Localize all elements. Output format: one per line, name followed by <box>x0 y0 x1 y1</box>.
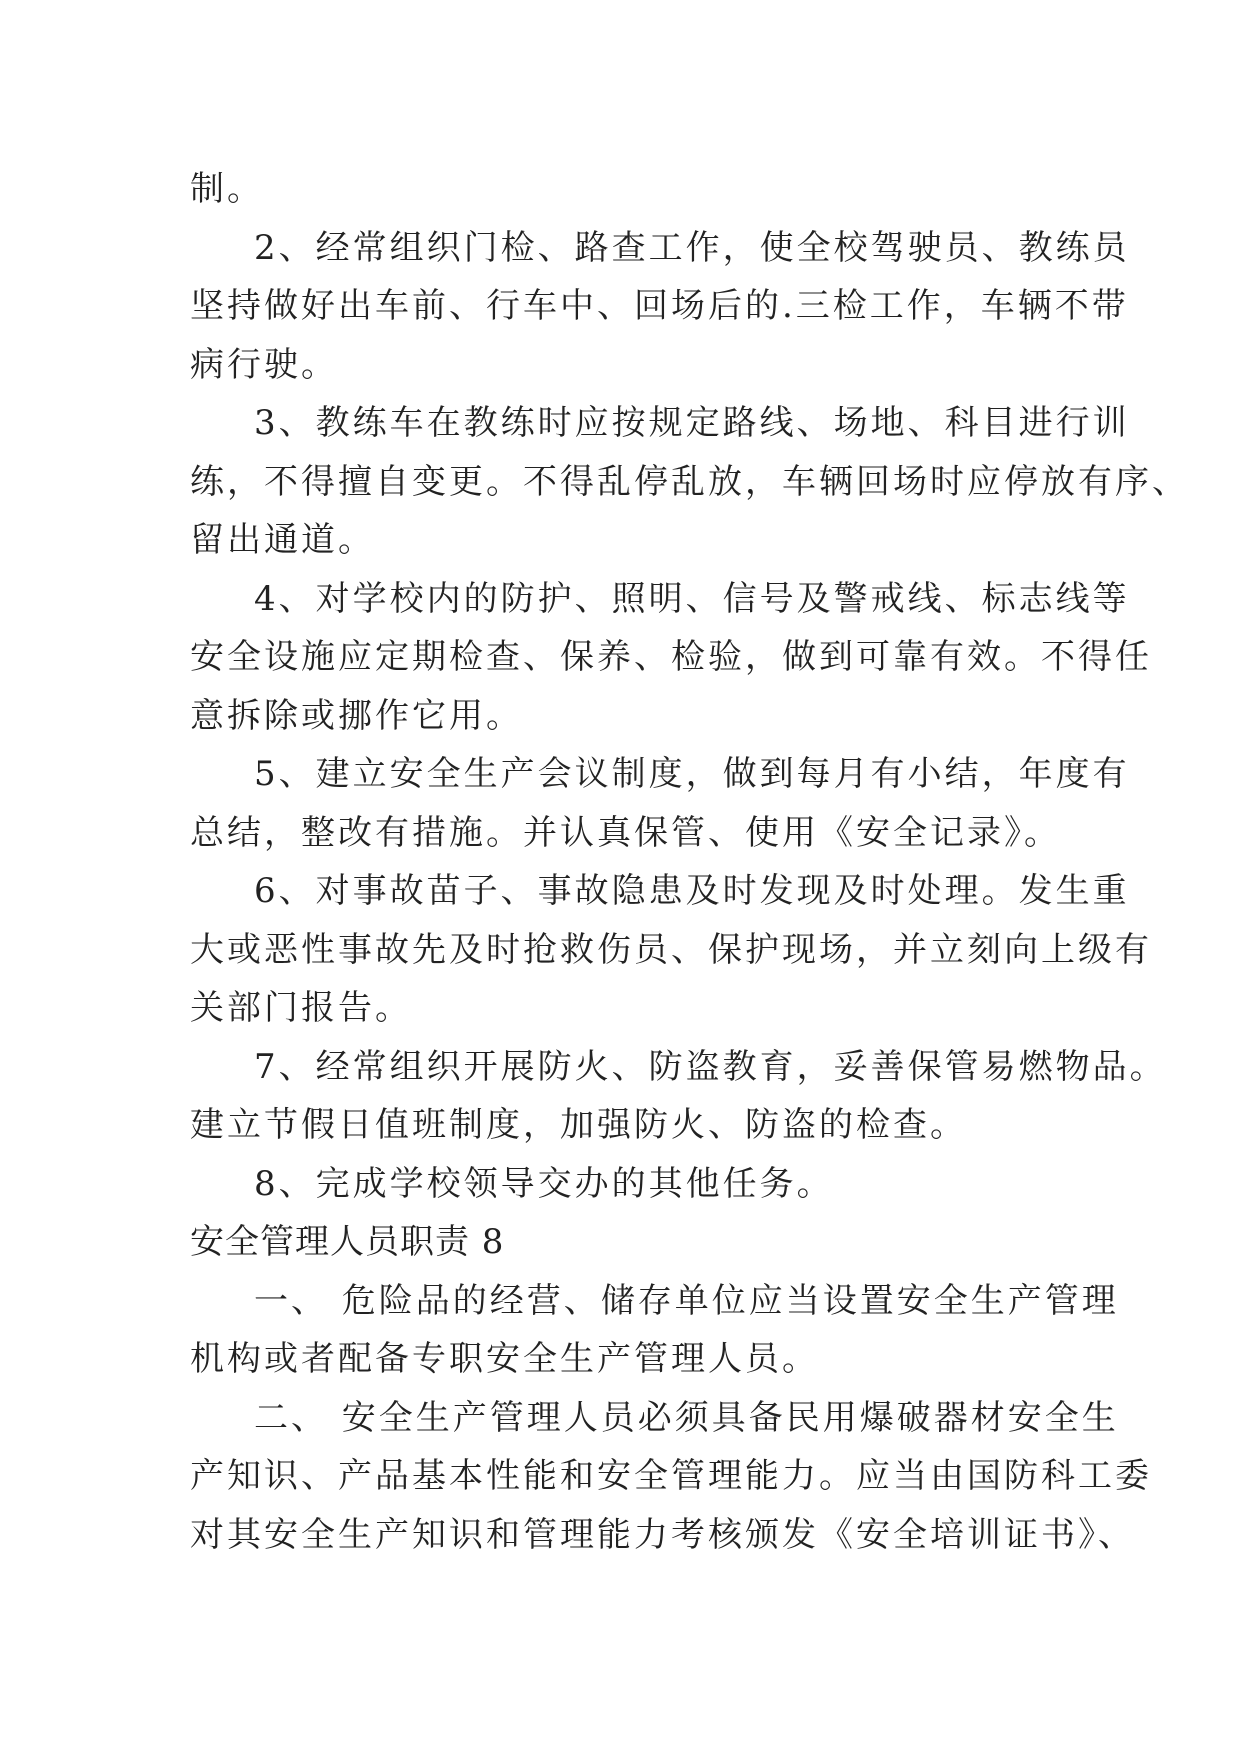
heading-text: 安全管理人员职责 8 <box>190 1222 505 1262</box>
text-line: 5、建立安全生产会议制度，做到每月有小结，年度有 <box>254 754 1130 794</box>
text-line: 2、经常组织门检、路查工作，使全校驾驶员、教练员 <box>254 227 1130 268</box>
text-line: 病行驶。 <box>190 344 338 385</box>
paragraph <box>190 394 1189 570</box>
text-line: 3、教练车在教练时应按规定路线、场地、科目进行训 <box>254 403 1130 443</box>
paragraph <box>190 1155 1070 1214</box>
text-line: 机构或者配备专职安全生产管理人员。 <box>190 1339 819 1379</box>
text-line: 对其安全生产知识和管理能力考核颁发《安全培训证书》、 <box>190 1514 1135 1555</box>
text-line: 总结，整改有措施。并认真保管、使用《安全记录》。 <box>190 812 1061 853</box>
text-line: 7、经常组织开展防火、防盗教育，妥善保管易燃物品。 <box>254 1046 1167 1087</box>
paragraph <box>190 745 1130 862</box>
section-heading <box>190 1213 1070 1272</box>
text-line: 产知识、产品基本性能和安全管理能力。应当由国防科工委 <box>190 1456 1152 1496</box>
text-line: 制。 <box>190 169 264 209</box>
paragraph <box>190 160 1070 219</box>
text-line: 大或恶性事故先及时抢救伤员、保护现场，并立刻向上级有 <box>190 929 1152 970</box>
paragraph <box>190 862 1152 1038</box>
paragraph <box>190 1272 1119 1389</box>
text-line: 意拆除或挪作它用。 <box>190 695 523 736</box>
text-line: 建立节假日值班制度，加强防火、防盗的检查。 <box>190 1105 967 1145</box>
text-line: 6、对事故苗子、事故隐患及时发现及时处理。发生重 <box>254 871 1130 911</box>
text-line: 练，不得擅自变更。不得乱停乱放，车辆回场时应停放有序、 <box>190 461 1189 502</box>
paragraph <box>190 1038 1167 1155</box>
text-line: 4、对学校内的防护、照明、信号及警戒线、标志线等 <box>254 578 1130 619</box>
text-line: 坚持做好出车前、行车中、回场后的.三检工作，车辆不带 <box>190 286 1129 326</box>
text-line: 安全设施应定期检查、保养、检验，做到可靠有效。不得任 <box>190 637 1152 677</box>
text-line: 二、 安全生产管理人员必须具备民用爆破器材安全生 <box>254 1397 1119 1438</box>
text-line: 关部门报告。 <box>190 988 412 1028</box>
text-line: 一、 危险品的经营、储存单位应当设置安全生产管理 <box>254 1280 1119 1321</box>
text-line: 留出通道。 <box>190 520 375 560</box>
text-line: 8、完成学校领导交办的其他任务。 <box>254 1163 834 1204</box>
document-body <box>190 160 1189 1564</box>
paragraph <box>190 570 1152 746</box>
paragraph <box>190 219 1130 395</box>
paragraph <box>190 1389 1152 1565</box>
